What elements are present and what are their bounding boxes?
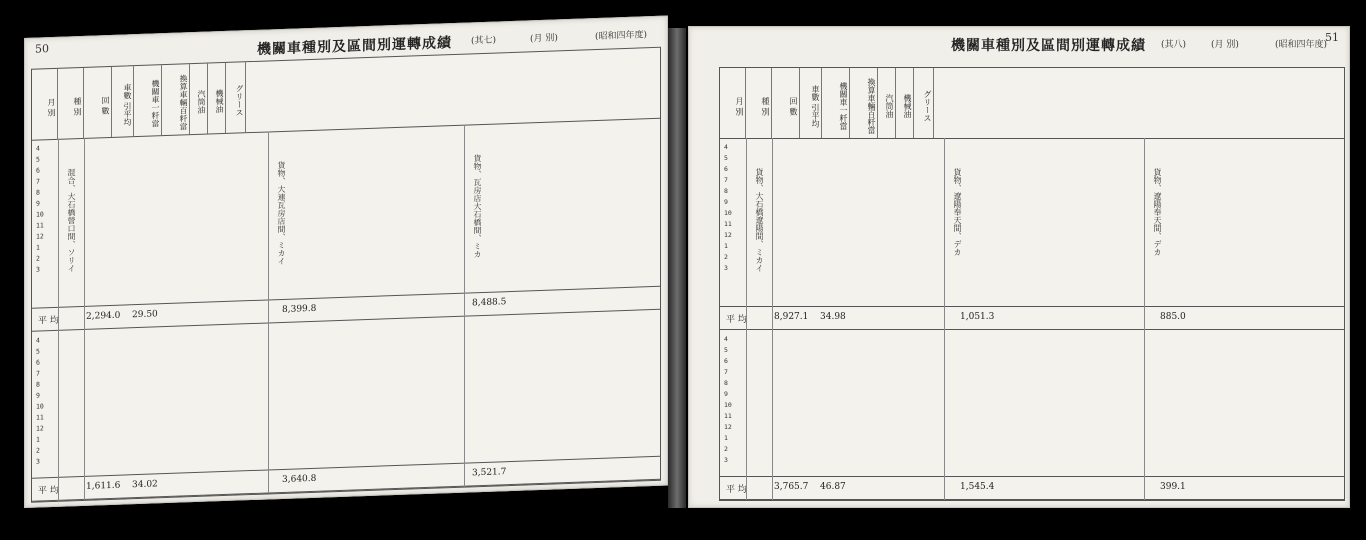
hdr-oil1: 汽筒油 [878, 68, 896, 138]
hdr-car: 車數 引平均 [800, 68, 822, 138]
left-route-3: 貨物、瓦房店大石橋間、ミカ [473, 154, 482, 259]
hdr-count: 回 數 [84, 67, 112, 138]
right-avg-count-top: 8,927.1 [774, 312, 809, 322]
hdr-oil2: 機械油 [208, 63, 226, 134]
hdr-coal2: 換算車輛百粁當 [850, 68, 878, 138]
left-page-number: 50 [35, 42, 49, 56]
left-avg-row-bottom [32, 456, 660, 502]
hdr-month: 月 別 [720, 68, 746, 138]
left-avg-count-top: 2,294.0 [86, 310, 121, 322]
left-month-column: 4 5 6 7 8 9 10 11 12 1 2 3 [36, 144, 44, 274]
right-avg-row-top [720, 306, 1344, 330]
left-header-row [32, 48, 660, 141]
divider [1144, 138, 1145, 500]
divider [84, 138, 85, 500]
right-period: (月 別) [1211, 40, 1239, 50]
left-page-title: 機關車種別及區間別運轉成績 [257, 35, 452, 58]
divider [772, 138, 773, 500]
hdr-coal2: 換算車輛百粁當 [162, 64, 190, 135]
left-avg-count3-top: 8,488.5 [472, 297, 507, 309]
left-avg-count3-bottom: 3,521.7 [472, 467, 507, 479]
right-page-title: 機關車種別及區間別運轉成績 [951, 38, 1146, 54]
left-avg-row-top [32, 286, 660, 332]
hdr-car: 車數 引平均 [112, 66, 134, 137]
hdr-oil3: グリース [226, 62, 246, 133]
left-route-2: 貨物、大連瓦房店間、ミカイ [277, 160, 286, 266]
right-avg-coal-top: 34.98 [820, 312, 846, 322]
book-gutter [668, 28, 686, 508]
right-avg-count2-bottom: 1,545.4 [960, 482, 995, 492]
right-header-row [720, 68, 1344, 139]
left-year: (昭和四年度) [595, 30, 648, 43]
left-avg-coal-bottom: 34.02 [132, 479, 158, 491]
right-month-column: 4 5 6 7 8 9 10 11 12 1 2 3 [724, 143, 732, 272]
right-avg-count3-top: 885.0 [1160, 312, 1186, 322]
right-avg-count3-bottom: 399.1 [1160, 482, 1186, 492]
left-period: (月 別) [530, 33, 558, 45]
hdr-month: 月 別 [32, 69, 58, 140]
right-avg-count2-top: 1,051.3 [960, 312, 995, 322]
right-year: (昭和四年度) [1275, 40, 1328, 50]
left-table [31, 47, 661, 503]
right-page-number: 51 [1325, 31, 1339, 44]
right-avg-count-bottom: 3,765.7 [774, 482, 809, 492]
left-avg-count-bottom: 1,611.6 [86, 480, 121, 492]
hdr-oil1: 汽筒油 [190, 64, 208, 135]
right-avg-row-bottom [720, 476, 1344, 500]
left-avg-coal-top: 29.50 [132, 309, 158, 321]
left-page [24, 16, 668, 508]
right-section: (其八) [1161, 40, 1187, 50]
left-avg-label-top: 平 均 [38, 315, 59, 327]
hdr-coal1: 機關車一粁當 [134, 65, 162, 136]
right-route-3: 貨物、遼陽奉天間、デカ [1153, 168, 1162, 256]
right-route-2: 貨物、遼陽奉天間、デカ [953, 168, 962, 256]
right-page [688, 26, 1350, 508]
divider [746, 138, 747, 500]
divider [464, 125, 465, 487]
left-route-1: 混合、大石橋營口間、ソリイ [67, 168, 76, 273]
divider [58, 139, 59, 501]
right-route-1: 貨物、大石橋遼陽間、ミカイ [755, 168, 764, 272]
right-month-column-2: 4 5 6 7 8 9 10 11 12 1 2 3 [724, 335, 732, 464]
left-avg-label-bottom: 平 均 [38, 485, 59, 497]
right-avg-label-top: 平 均 [726, 315, 747, 325]
left-avg-count2-bottom: 3,640.8 [282, 473, 317, 485]
hdr-coal1: 機關車一粁當 [822, 68, 850, 138]
divider [944, 138, 945, 500]
left-section: (其七) [471, 35, 497, 47]
hdr-oil2: 機械油 [896, 68, 914, 138]
right-table [719, 67, 1345, 501]
right-avg-label-bottom: 平 均 [726, 485, 747, 495]
hdr-count: 回 數 [772, 68, 800, 138]
hdr-oil3: グリース [914, 68, 934, 138]
hdr-kind: 種 別 [746, 68, 772, 138]
hdr-kind: 種 別 [58, 68, 84, 139]
left-month-column-2: 4 5 6 7 8 9 10 11 12 1 2 3 [36, 336, 44, 466]
left-avg-count2-top: 8,399.8 [282, 303, 317, 315]
divider [268, 131, 269, 493]
right-avg-coal-bottom: 46.87 [820, 482, 846, 492]
